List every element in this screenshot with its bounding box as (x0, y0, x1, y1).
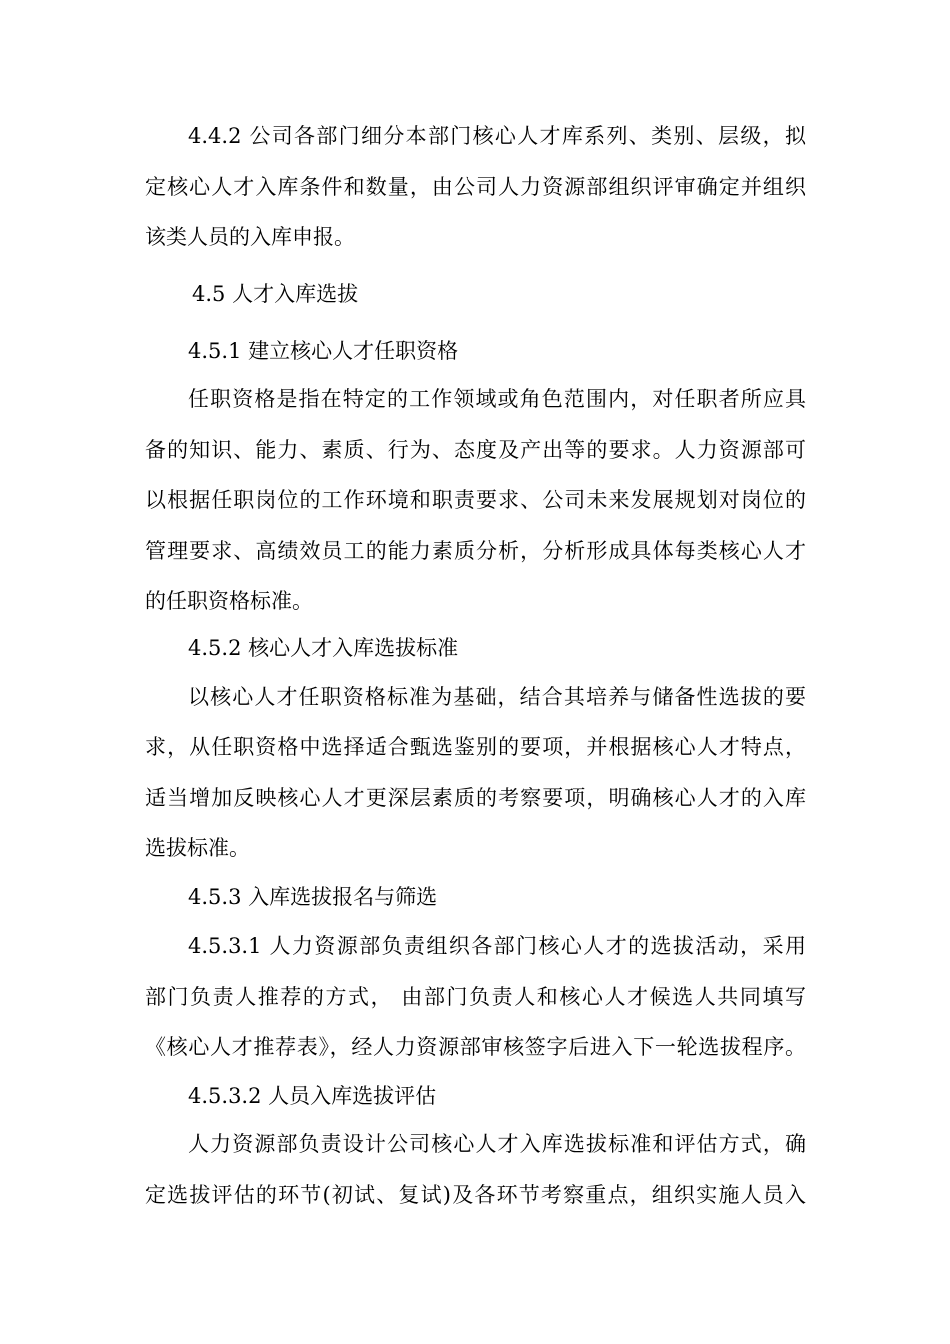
paragraph-evaluation-line-2: 定选拔评估的环节(初试、复试)及各环节考察重点，组织实施人员入 (145, 1183, 806, 1207)
heading-4-5-3-2: 4.5.3.2 人员入库选拔评估 (188, 1084, 437, 1108)
heading-4-5: 4.5 人才入库选拔 (192, 282, 359, 306)
paragraph-4-4-2-line-2: 定核心人才入库条件和数量，由公司人力资源部组织评审确定并组织 (145, 175, 806, 199)
paragraph-4-4-2-line-3: 该类人员的入库申报。 (145, 225, 355, 249)
paragraph-standard-line-1: 以核心人才任职资格标准为基础，结合其培养与储备性选拔的要 (188, 685, 806, 709)
paragraph-4-4-2-line-1: 4.4.2 公司各部门细分本部门核心人才库系列、类别、层级，拟 (188, 124, 806, 148)
paragraph-evaluation-line-1: 人力资源部负责设计公司核心人才入库选拔标准和评估方式，确 (188, 1132, 806, 1156)
paragraph-4-5-3-1-line-2: 部门负责人推荐的方式， 由部门负责人和核心人才候选人共同填写 (145, 985, 806, 1009)
heading-4-5-2: 4.5.2 核心人才入库选拔标准 (188, 636, 459, 660)
paragraph-4-5-3-1-line-3: 《核心人才推荐表》，经人力资源部审核签字后进入下一轮选拔程序。 (145, 1035, 806, 1059)
paragraph-qualification-line-5: 的任职资格标准。 (145, 589, 313, 613)
paragraph-standard-line-4: 选拔标准。 (145, 836, 250, 860)
paragraph-qualification-line-1: 任职资格是指在特定的工作领域或角色范围内，对任职者所应具 (188, 387, 806, 411)
heading-4-5-1: 4.5.1 建立核心人才任职资格 (188, 339, 459, 363)
heading-4-5-3: 4.5.3 入库选拔报名与筛选 (188, 885, 438, 909)
paragraph-4-5-3-1-line-1: 4.5.3.1 人力资源部负责组织各部门核心人才的选拔活动，采用 (188, 934, 806, 958)
paragraph-qualification-line-3: 以根据任职岗位的工作环境和职责要求、公司未来发展规划对岗位的 (145, 488, 806, 512)
paragraph-qualification-line-2: 备的知识、能力、素质、行为、态度及产出等的要求。人力资源部可 (145, 438, 806, 462)
paragraph-standard-line-3: 适当增加反映核心人才更深层素质的考察要项，明确核心人才的入库 (145, 786, 806, 810)
paragraph-standard-line-2: 求，从任职资格中选择适合甄选鉴别的要项，并根据核心人才特点， (145, 735, 806, 759)
paragraph-qualification-line-4: 管理要求、高绩效员工的能力素质分析，分析形成具体每类核心人才 (145, 539, 806, 563)
